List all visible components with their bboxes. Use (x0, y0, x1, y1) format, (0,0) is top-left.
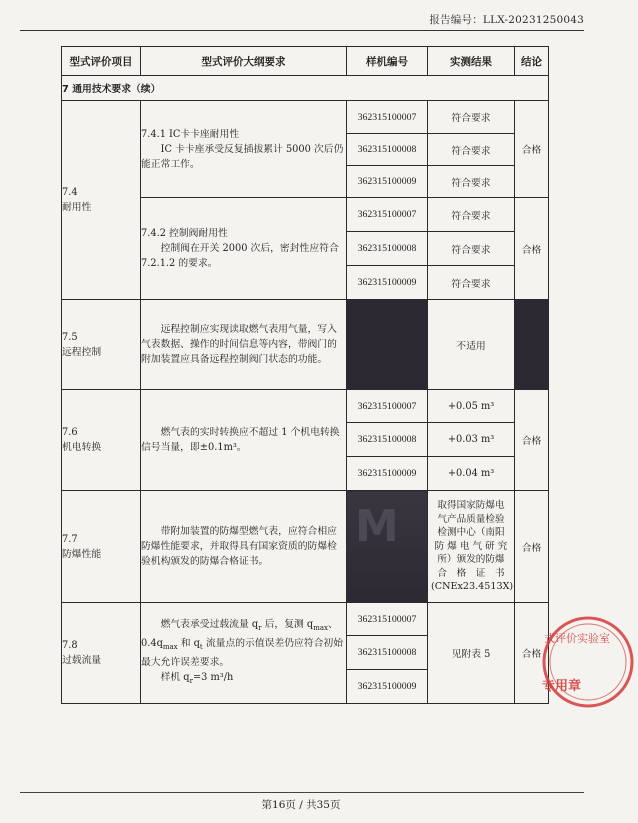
sample-number: 362315100009 (347, 266, 428, 300)
requirement-7-7: 带附加装置的防爆型燃气表，应符合相应防爆性能要求，并取得具有国家资质的防爆检验机构颁发的防爆合格证书。 (141, 491, 347, 603)
req-text: 、0.4q (141, 619, 338, 650)
requirement-7-5: 远程控制应实现读取燃气表用气量，写入气表数据、操作的时间信息等内容，带阀门的附加装置应具备远程控制阀门状态的功能。 (141, 300, 347, 390)
section-row (62, 76, 549, 101)
requirement-body: 控制阀在开关 2000 次后，密封性应符合 7.2.1.2 的要求。 (141, 243, 339, 269)
requirement-title: 7.4.1 IC卡卡座耐用性 (141, 128, 240, 140)
certificate-text (428, 499, 514, 594)
item-number: 7.5 (62, 331, 78, 343)
certificate-line: 气产品质量检验 (437, 513, 505, 525)
table-row (62, 603, 549, 636)
red-seal-stamp (538, 612, 638, 712)
table-row (62, 300, 549, 390)
requirement-7-4-1 (141, 101, 347, 198)
conclusion-cell: 合格 (515, 101, 549, 198)
conclusion-cell: 合格 (515, 390, 549, 491)
result-cell: +0.03 m³ (428, 423, 515, 457)
col-header-requirement: 型式评价大纲要求 (141, 47, 347, 76)
result-cell: 符合要求 (428, 266, 515, 300)
sample-flow-line (141, 670, 346, 689)
sample-number: 362315100007 (347, 198, 428, 232)
req-sub: t (199, 642, 203, 651)
result-cell: 符合要求 (428, 198, 515, 232)
req-sub: max (313, 624, 328, 633)
redacted-block (347, 300, 428, 390)
req-text: 流量点的示值误差仍应符合初始最大允许误差要求。 (141, 638, 344, 668)
conclusion-cell: 合格 (515, 198, 549, 300)
header-rule (20, 30, 584, 31)
item-name: 防爆性能 (62, 548, 102, 560)
redacted-block (347, 491, 428, 603)
item-7-8 (62, 603, 141, 704)
item-7-6 (62, 390, 141, 491)
req-text: 后，复测 q (261, 619, 314, 631)
table-header-row (62, 47, 549, 76)
col-header-conclusion: 结论 (515, 47, 549, 76)
result-cell: 符合要求 (428, 166, 515, 198)
table-row (62, 101, 549, 134)
certificate-line: (CNEx23.4513X) (431, 581, 514, 593)
item-number: 7.6 (62, 427, 78, 438)
col-header-sample-no: 样机编号 (347, 47, 428, 76)
result-cell: +0.05 m³ (428, 390, 515, 423)
sample-number: 362315100009 (347, 457, 428, 491)
req-text: =3 m³/h (192, 671, 234, 683)
page-number: 第16页 / 共35页 (261, 799, 341, 811)
sample-number: 362315100007 (347, 390, 428, 423)
certificate-line: 合 格 证 书 (437, 567, 505, 579)
req-text: 和 q (177, 638, 200, 650)
item-name: 过载流量 (62, 655, 102, 666)
sample-number: 362315100007 (347, 603, 428, 636)
item-7-4 (62, 101, 141, 300)
result-cell: 符合要求 (428, 232, 515, 266)
item-name: 耐用性 (62, 202, 92, 213)
req-sub: r (258, 624, 262, 633)
item-number: 7.4 (62, 187, 78, 198)
sample-number: 362315100009 (347, 670, 428, 704)
certificate-line: 所）颁发的防爆 (437, 554, 505, 566)
item-name: 机电转换 (62, 442, 102, 453)
requirement-7-8 (141, 603, 347, 704)
report-number: 报告编号：LLX-20231250043 (429, 14, 584, 26)
sample-number: 362315100008 (347, 134, 428, 166)
sample-number: 362315100008 (347, 636, 428, 670)
requirement-7-4-2 (141, 198, 347, 300)
section-title: 7 通用技术要求（续） (62, 76, 549, 101)
col-header-result: 实测结果 (428, 47, 515, 76)
item-7-5 (62, 300, 141, 390)
table-row (62, 390, 549, 423)
requirement-title: 7.4.2 控制阀耐用性 (141, 228, 228, 239)
req-text: 燃气表承受过载流量 q (160, 619, 259, 631)
certificate-line: 检测中心（南阳 (437, 527, 505, 539)
item-number: 7.7 (62, 533, 78, 545)
req-text: 样机 q (160, 671, 190, 683)
sample-number: 362315100007 (347, 101, 428, 134)
sample-number: 362315100009 (347, 166, 428, 198)
result-cell: 不适用 (428, 300, 515, 390)
result-cell: 见附表 5 (428, 603, 515, 704)
sample-number: 362315100008 (347, 232, 428, 266)
item-number: 7.8 (62, 640, 78, 651)
requirement-body: IC 卡卡座承受反复插拔累计 5000 次后仍能正常工作。 (141, 143, 344, 170)
result-cell: 符合要求 (428, 101, 515, 134)
redacted-block (515, 300, 549, 390)
col-header-item: 型式评价项目 (62, 47, 141, 76)
item-7-7 (62, 491, 141, 603)
stamp-text-top: 式评价实验室 (544, 632, 610, 645)
certificate-line: 取得国家防爆电 (437, 500, 505, 512)
requirement-7-6: 燃气表的实时转换应不超过 1 个机电转换信号当量，即±0.1m³。 (141, 390, 347, 491)
table-row (62, 491, 549, 603)
footer-rule (20, 792, 584, 793)
result-cell (428, 491, 515, 603)
result-cell: +0.04 m³ (428, 457, 515, 491)
req-sub: max (162, 642, 178, 651)
sample-number: 362315100008 (347, 423, 428, 457)
conclusion-cell: 合格 (515, 603, 549, 704)
type-evaluation-table (61, 46, 549, 704)
conclusion-cell: 合格 (515, 491, 549, 603)
req-sub: r (189, 676, 193, 685)
stamp-text-bottom: 专用章 (542, 679, 582, 694)
certificate-line: 防 爆 电 气 研 究 (434, 540, 508, 552)
item-name: 远程控制 (62, 346, 102, 358)
requirement-body (141, 617, 346, 670)
watermark-mark: M (355, 501, 399, 552)
result-cell: 符合要求 (428, 134, 515, 166)
